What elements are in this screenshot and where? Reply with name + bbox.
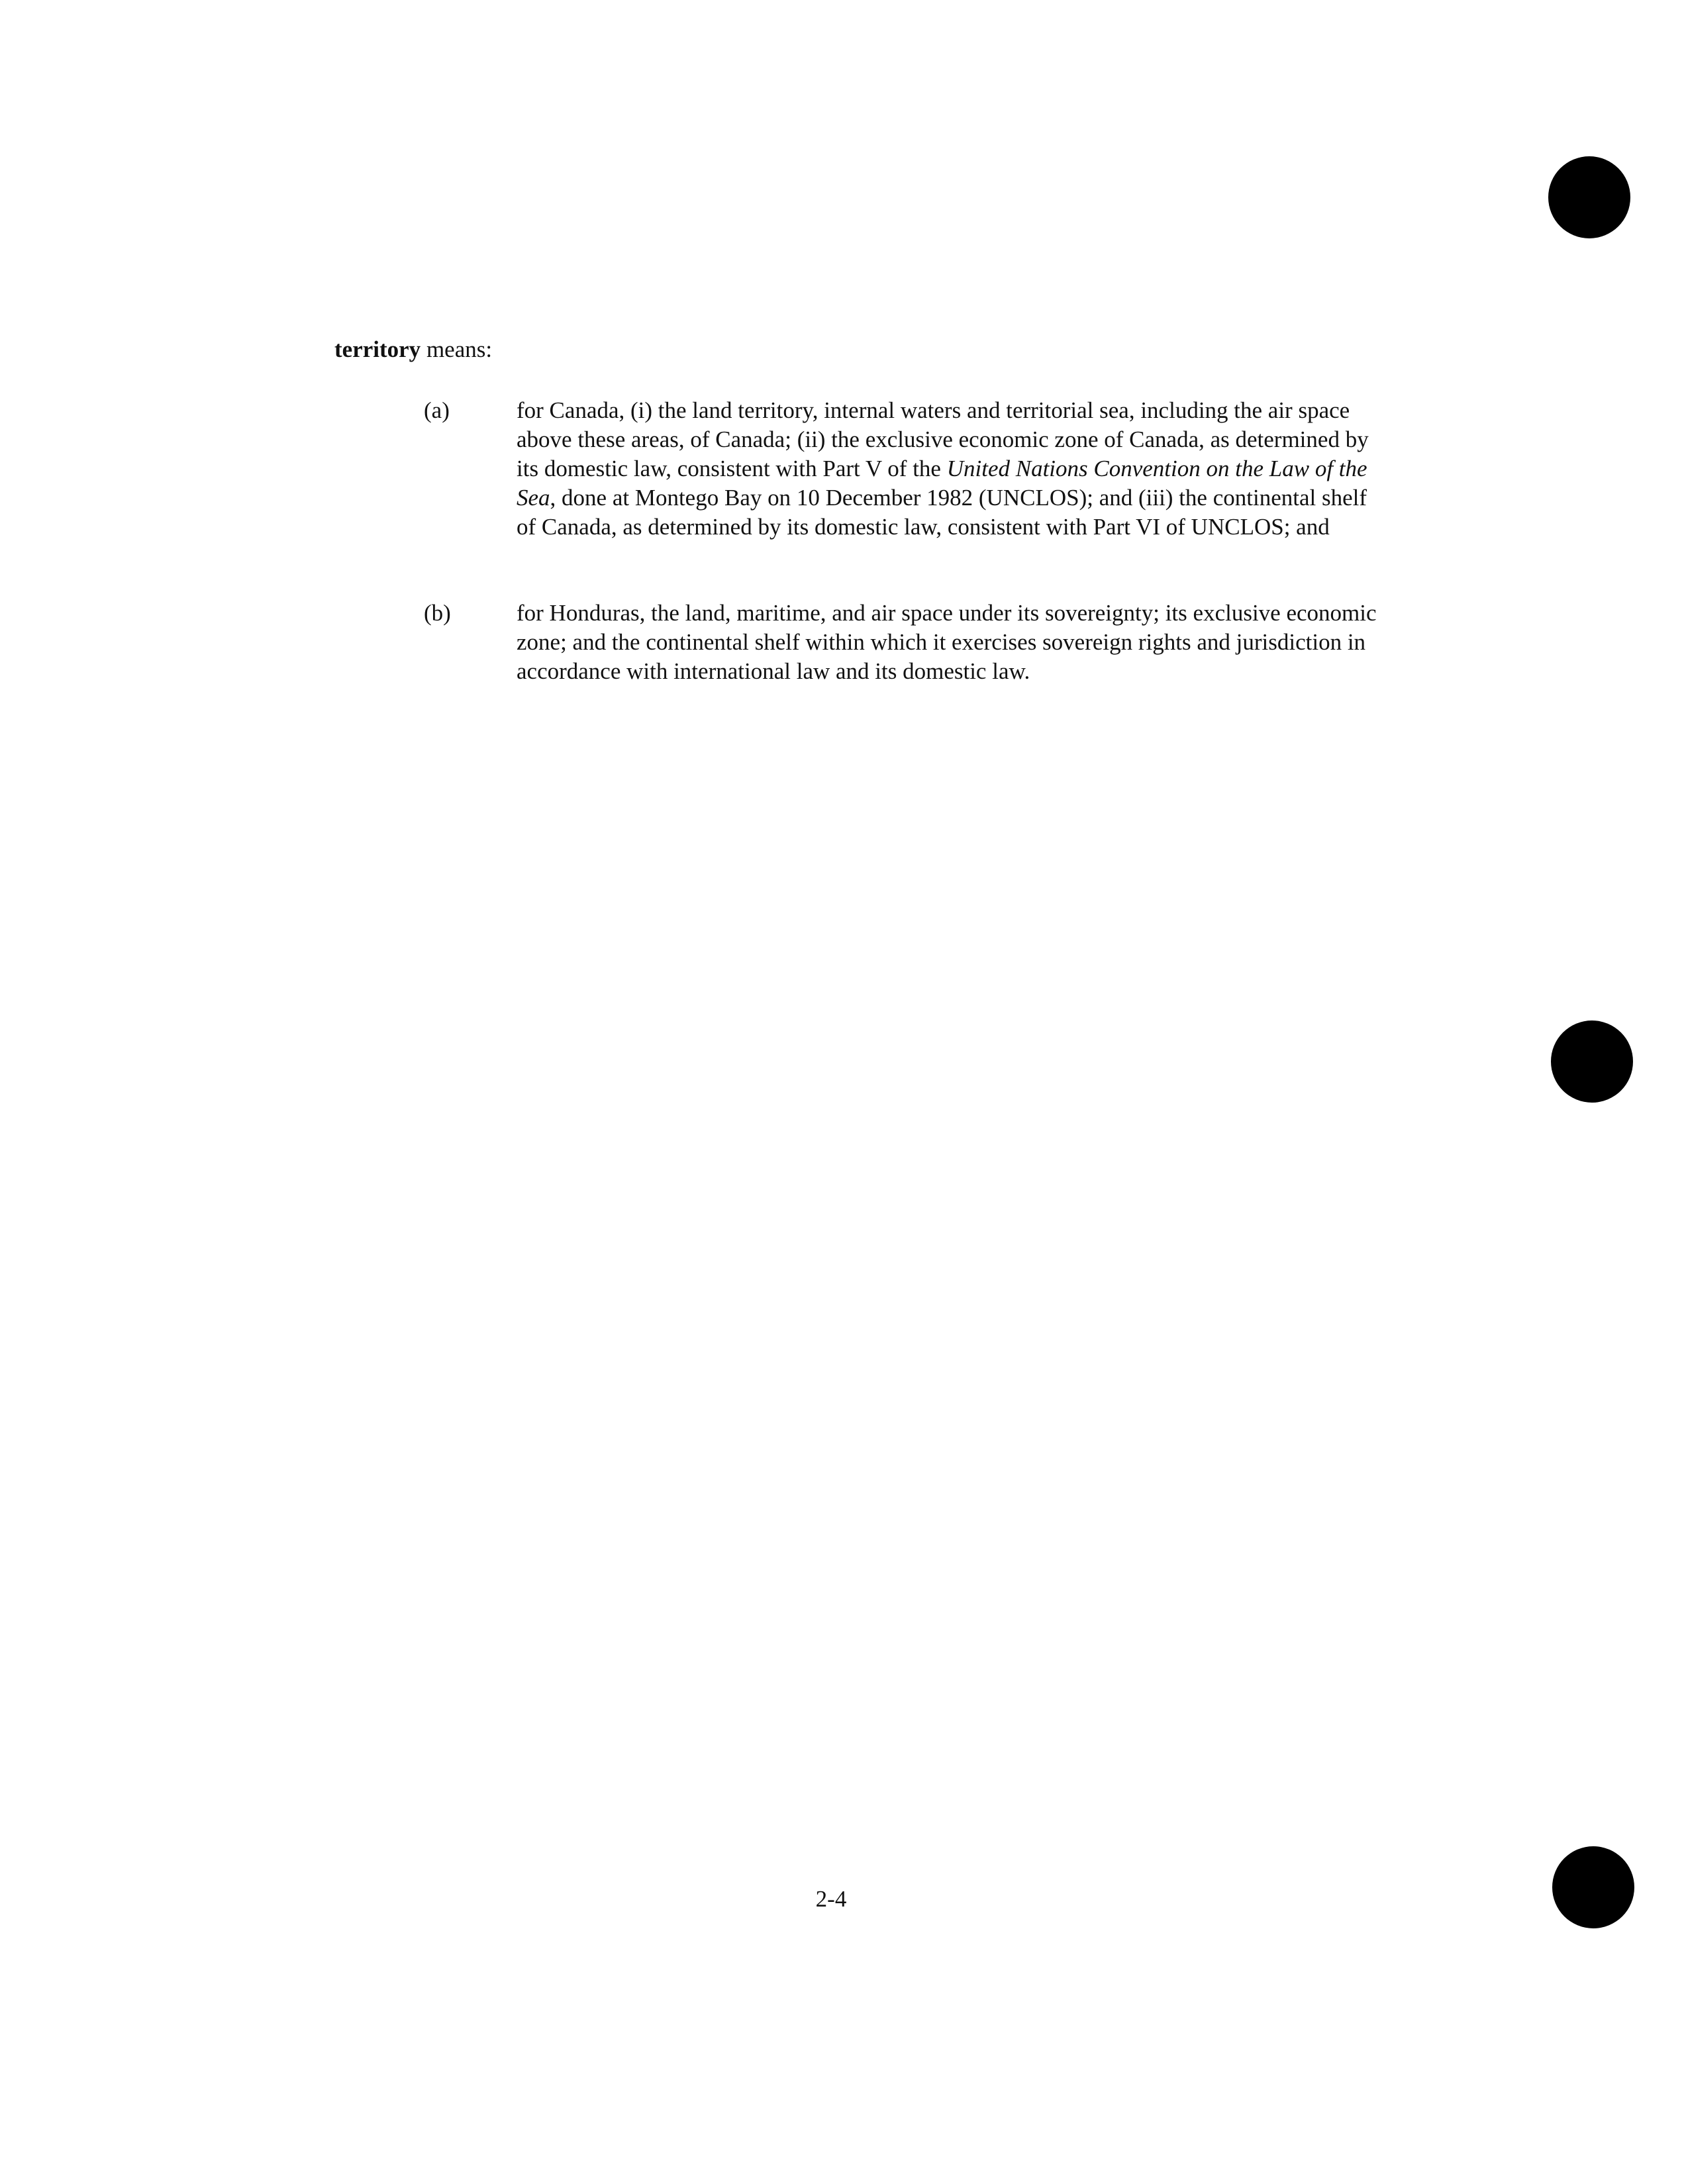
binder-hole-middle — [1551, 1020, 1633, 1103]
item-label: (b) — [424, 600, 451, 626]
item-label: (a) — [424, 397, 450, 423]
binder-hole-top — [1548, 156, 1630, 238]
item-text-part: for Canada, (i) the land territory, internal waters and territorial sea, including the air space above these areas, of Canada; (ii) the exclusive economic zone of Canada, as determined by its domestic law, consistent with Part V of the — [517, 397, 1369, 481]
item-text-part: , done at Montego Bay on 10 December 1982 (UNCLOS); and (iii) the continental shelf of Canada, as determined by its domestic law, consistent with Part VI of UNCLOS; and — [517, 485, 1367, 540]
treaty-title: United Nations Convention on the Law of the Sea — [517, 456, 1367, 511]
definition-heading — [334, 335, 492, 364]
definition-lead-in: means: — [421, 336, 493, 362]
item-text — [517, 396, 1387, 542]
binder-hole-bottom — [1552, 1846, 1634, 1928]
page-number: 2-4 — [815, 1886, 847, 1912]
defined-term: territory — [334, 336, 421, 362]
item-text: for Honduras, the land, maritime, and air space under its sovereignty; its exclusive economic zone; and the continental shelf within which it exercises sovereign rights and jurisdiction in accordance with international law and its domestic law. — [517, 600, 1377, 684]
